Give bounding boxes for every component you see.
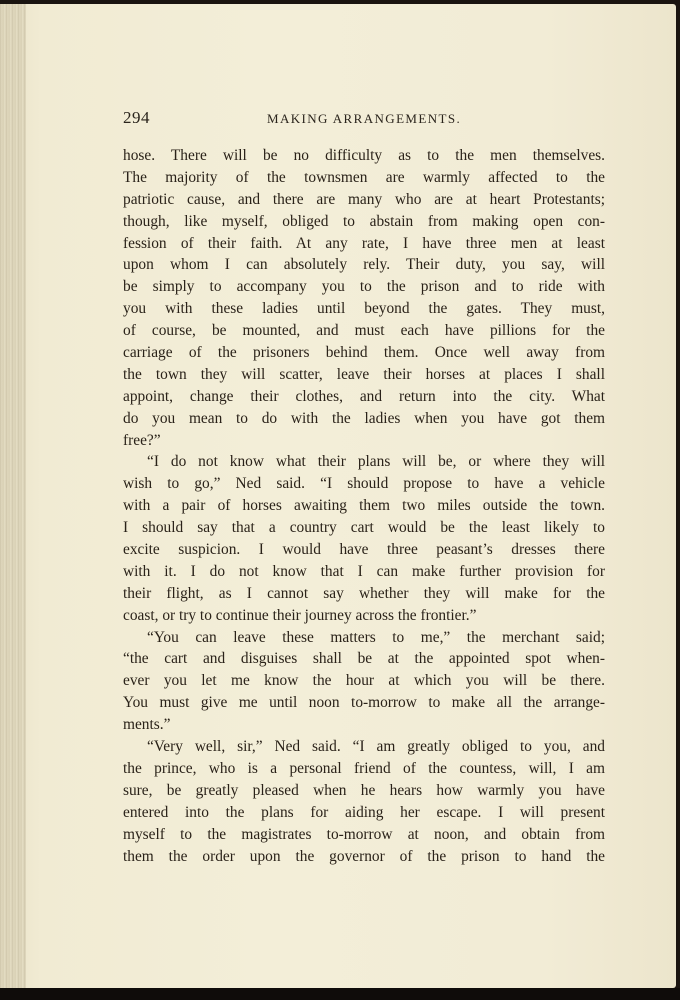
body-text (123, 145, 605, 867)
text-line: you with these ladies until beyond the gates. They must, (123, 300, 605, 318)
running-head: MAKING ARRANGEMENTS. (267, 111, 462, 126)
text-line: “the cart and disguises shall be at the appointed spot when- (123, 650, 605, 668)
text-line: sure, be greatly pleased when he hears how warmly you have (123, 781, 605, 799)
text-line: them the order upon the governor of the prison to hand the (123, 847, 605, 865)
text-line: “Very well, sir,” Ned said. “I am greatly obliged to you, and (147, 738, 605, 756)
text-line: be simply to accompany you to the prison and to ride with (123, 278, 605, 296)
text-line: with it. I do not know that I can make further provision for (123, 562, 605, 580)
scan-bottom-edge (0, 988, 680, 1000)
text-line: appoint, change their clothes, and return into the city. What (123, 387, 605, 405)
text-line: hose. There will be no difficulty as to the men themselves. (123, 147, 605, 164)
text-line: You must give me until noon to-morrow to make all the arrange- (123, 694, 605, 712)
text-line: coast, or try to continue their journey across the frontier.” (123, 606, 477, 624)
text-line: the prince, who is a personal friend of the countess, will, I am (123, 759, 605, 777)
text-line: wish to go,” Ned said. “I should propose to have a vehicle (123, 475, 605, 493)
text-line: carriage of the prisoners behind them. Once well away from (123, 344, 605, 362)
page-header (123, 108, 605, 132)
text-line: the town they will scatter, leave their horses at places I shall (123, 365, 605, 383)
text-line: ments.” (123, 716, 171, 734)
text-line: “You can leave these matters to me,” the merchant said; (147, 628, 605, 646)
text-line: myself to the magistrates to-morrow at noon, and obtain from (123, 825, 605, 843)
text-line: “I do not know what their plans will be, or where they will (147, 453, 605, 471)
text-line: with a pair of horses awaiting them two miles outside the town. (123, 497, 605, 515)
text-line: though, like myself, obliged to abstain from making open con- (123, 212, 605, 230)
text-line: excite suspicion. I would have three peasant’s dresses there (123, 541, 605, 559)
text-line: patriotic cause, and there are many who are at heart Protestants; (123, 190, 605, 208)
text-line: their flight, as I cannot say whether they will make for the (123, 584, 605, 602)
text-line: fession of their faith. At any rate, I have three men at least (123, 234, 605, 252)
text-line: I should say that a country cart would be the least likely to (123, 519, 605, 537)
page-gutter-edges (0, 4, 26, 988)
text-line: of course, be mounted, and must each have pillions for the (123, 322, 605, 340)
text-line: upon whom I can absolutely rely. Their duty, you say, will (123, 256, 605, 274)
text-line: free?” (123, 431, 161, 449)
text-line: ever you let me know the hour at which you will be there. (123, 672, 605, 690)
text-line: The majority of the townsmen are warmly affected to the (123, 168, 605, 186)
text-line: do you mean to do with the ladies when you have got them (123, 409, 605, 427)
text-line: entered into the plans for aiding her escape. I will present (123, 803, 605, 821)
page-number: 294 (123, 108, 150, 127)
